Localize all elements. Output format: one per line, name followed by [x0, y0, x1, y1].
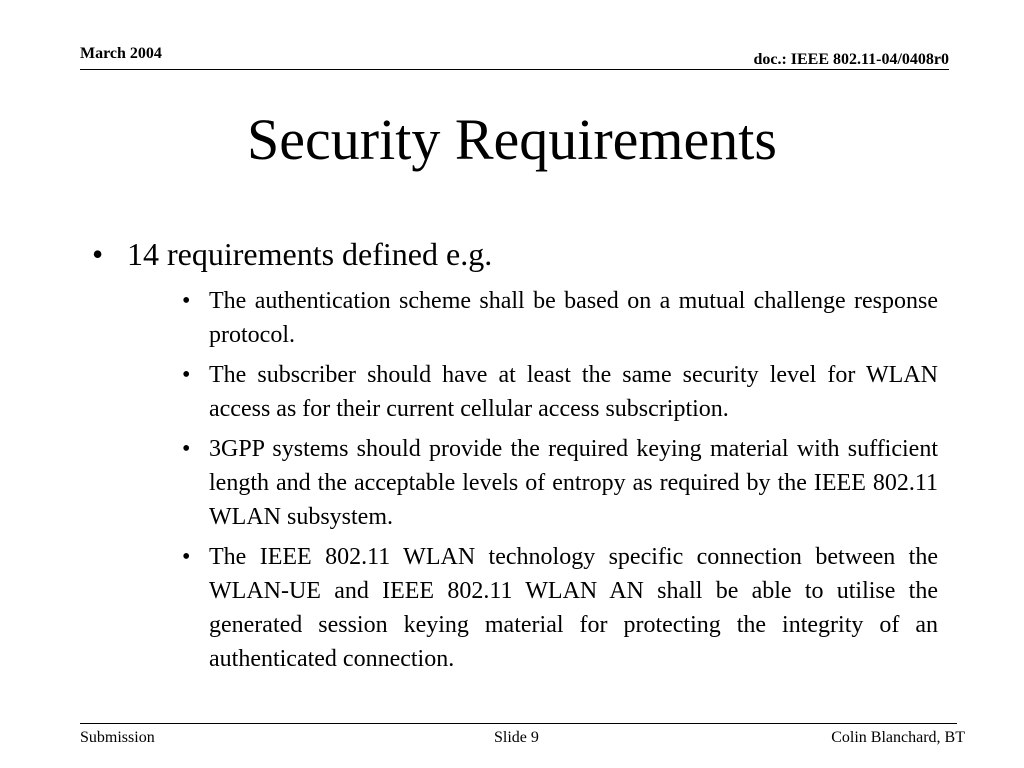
slide-title: Security Requirements: [247, 107, 777, 172]
bullet-marker: •: [182, 436, 191, 462]
main-bullet-text: 14 requirements defined e.g.: [127, 236, 493, 272]
sub-bullet-text: The IEEE 802.11 WLAN technology specific connection between the WLAN-UE and IEEE 802.11 WLAN AN shall be able to utilise the generated session keying material for protecting the integrity of an authenticated connection.: [209, 544, 938, 672]
footer-submission: Submission: [80, 729, 155, 746]
main-bullet: [92, 232, 492, 276]
sub-bullet-item: [182, 284, 938, 352]
sub-bullet-list: [182, 284, 938, 682]
sub-bullet-item: [182, 540, 938, 676]
sub-bullet-text: The authentication scheme shall be based on a mutual challenge response protocol.: [209, 288, 938, 348]
bullet-marker: •: [182, 288, 191, 314]
bullet-marker: •: [182, 362, 191, 388]
header-document-id: doc.: IEEE 802.11-04/0408r0: [753, 51, 949, 68]
bullet-marker: •: [182, 544, 191, 570]
bullet-marker: •: [92, 236, 104, 272]
footer-divider: [80, 723, 957, 724]
sub-bullet-text: The subscriber should have at least the same security level for WLAN access as for their current cellular access subscription.: [209, 362, 938, 422]
footer-author: Colin Blanchard, BT: [831, 729, 965, 746]
sub-bullet-text: 3GPP systems should provide the required keying material with sufficient length and the acceptable levels of entropy as required by the IEEE 802.11 WLAN subsystem.: [209, 436, 938, 530]
footer-slide-number: Slide 9: [494, 729, 539, 746]
sub-bullet-item: [182, 358, 938, 426]
sub-bullet-item: [182, 432, 938, 534]
header-date: March 2004: [80, 45, 162, 62]
header-divider: [80, 69, 949, 70]
